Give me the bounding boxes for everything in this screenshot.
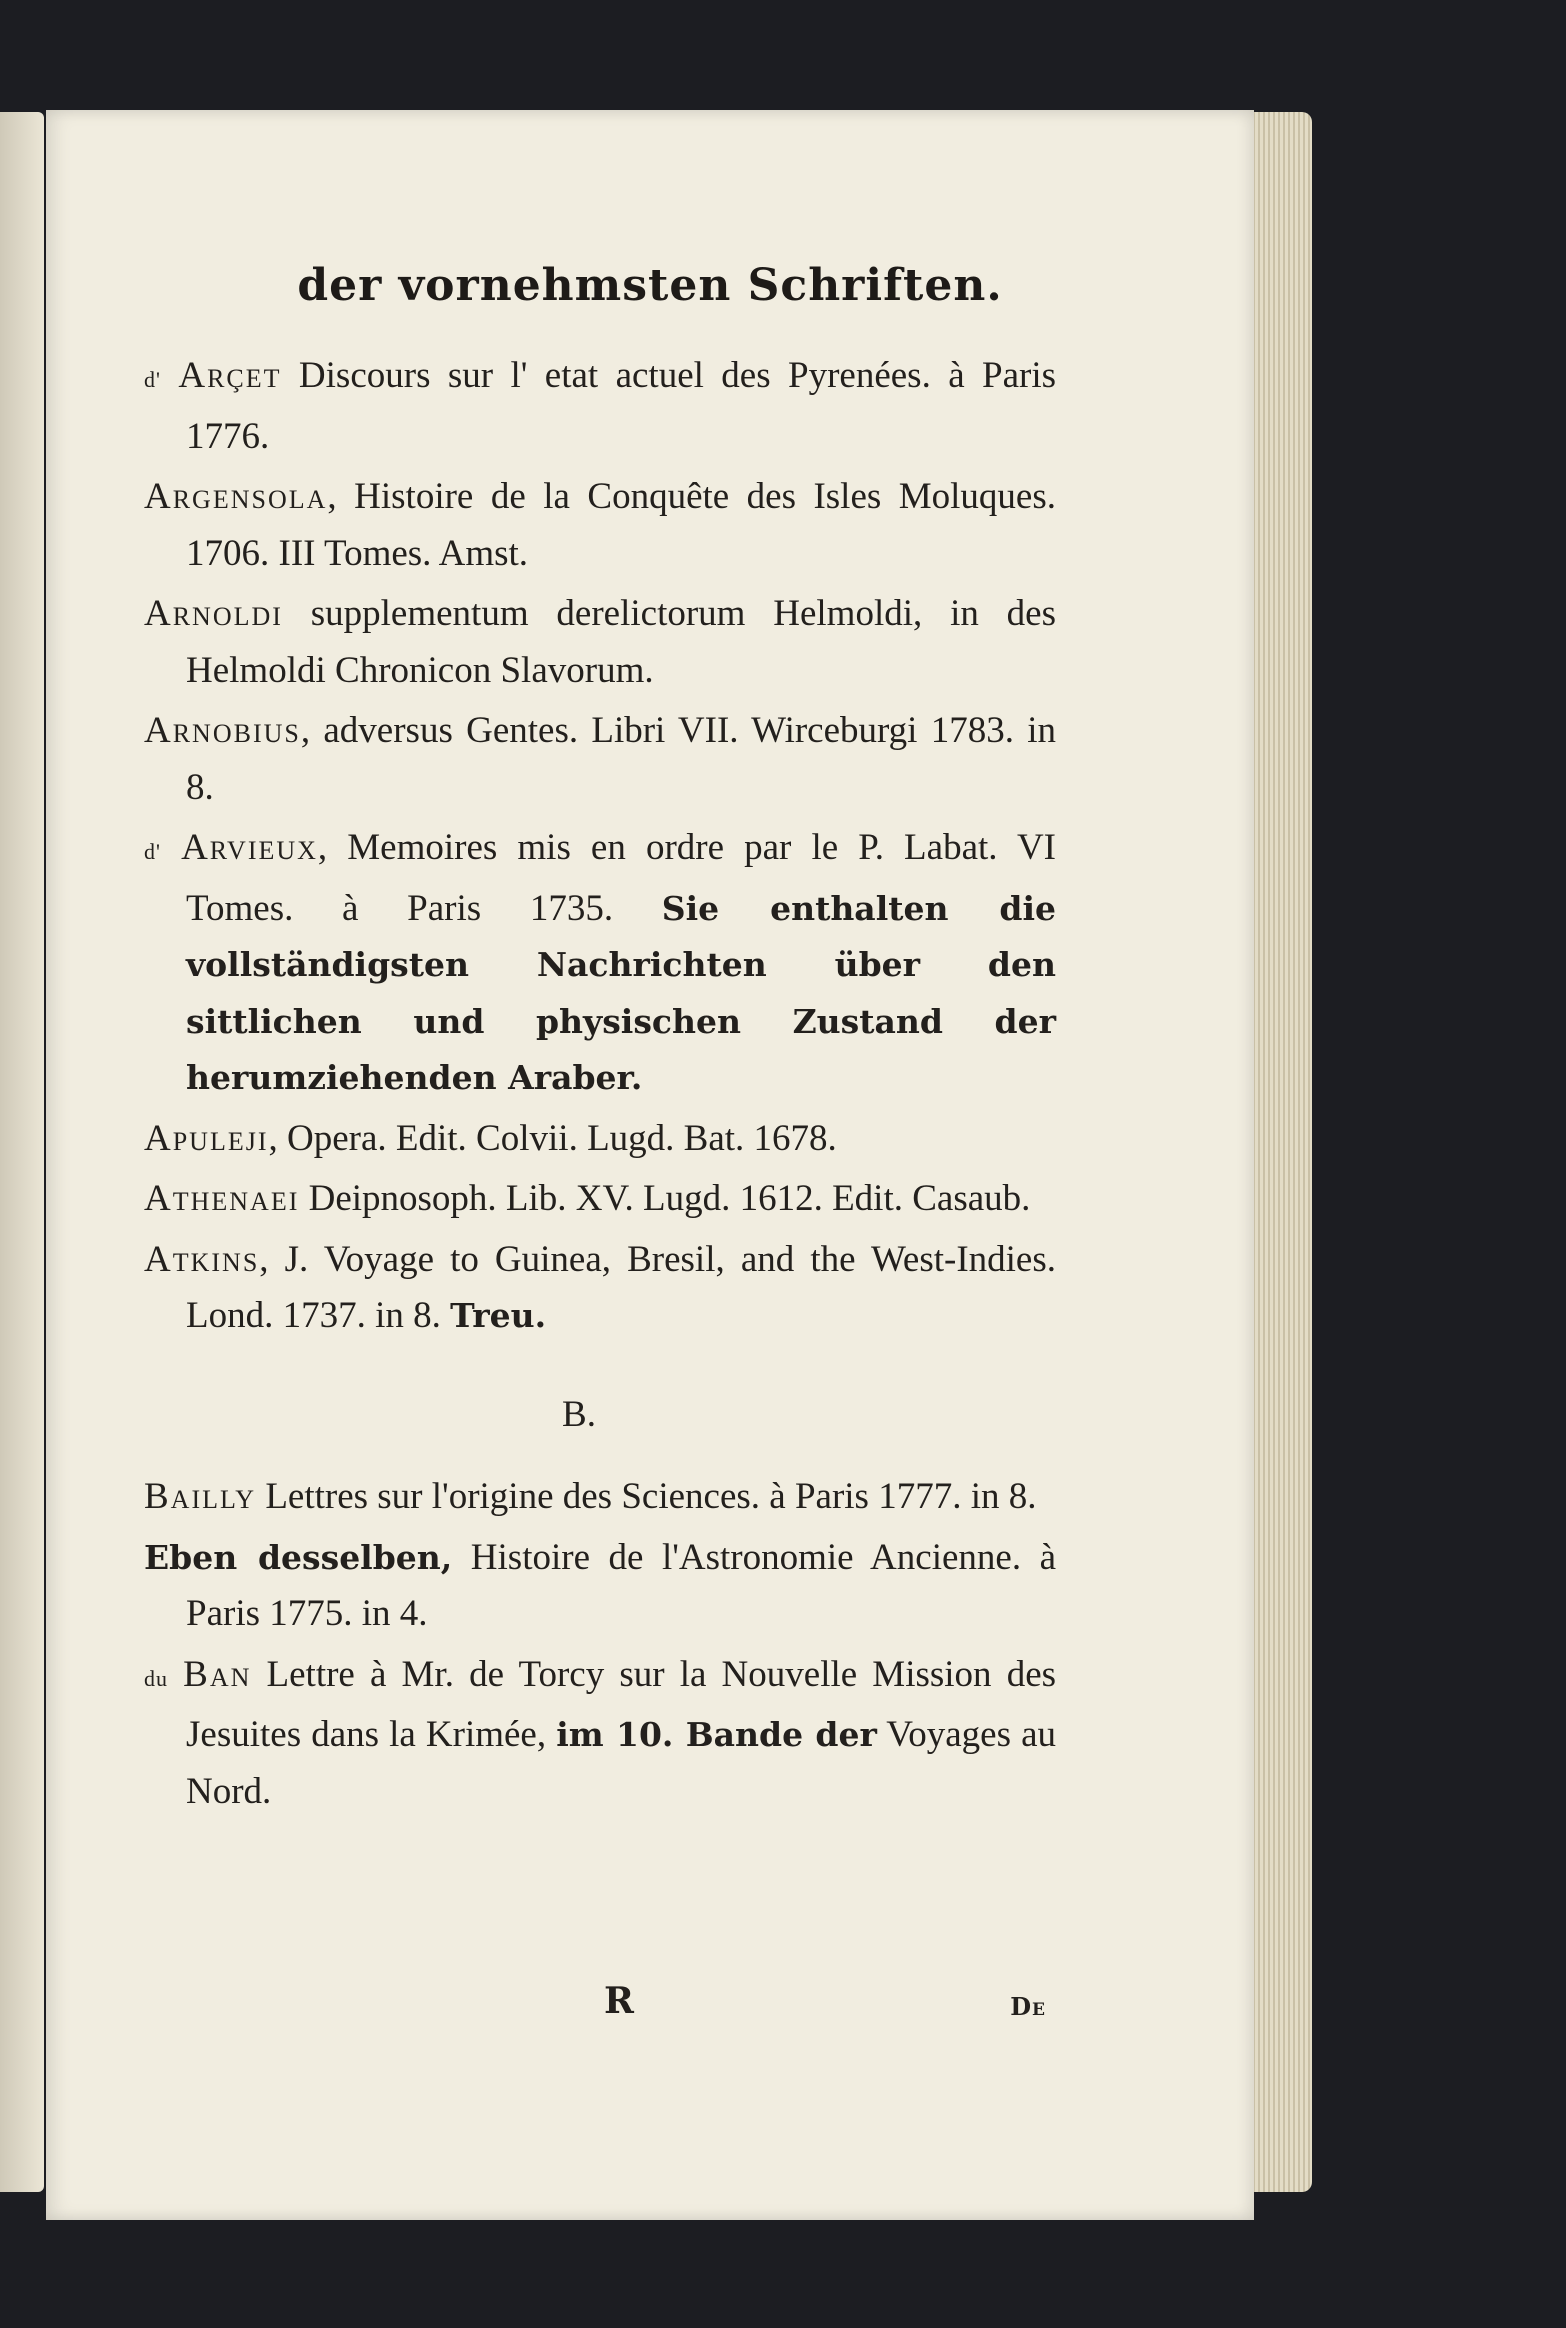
entry-text: Histoire de l'Astronomie Ancienne. à Paris 1775. in 4. (186, 1536, 1057, 1634)
entry-text: Histoire de la Conquête des Isles Moluques. 1706. III Tomes. Amst. (186, 476, 1057, 574)
entry-bailly (144, 1469, 1056, 1526)
entry-german-note: im 10. Bande der (556, 1715, 877, 1754)
entry-author: Atkins (144, 1238, 260, 1280)
entry-author: Apuleji (144, 1117, 269, 1159)
entry-apuleji: Apuleji, Opera. Edit. Colvii. Lugd. Bat. 1678. (144, 1117, 837, 1159)
entry-text: Deipnosoph. Lib. XV. Lugd. 1612. Edit. Casaub. (308, 1178, 1031, 1219)
entry-text: adversus Gentes. Libri VII. Wirceburgi 1783. in 8. (186, 710, 1056, 808)
section-letter-b: B. (562, 1393, 596, 1435)
entry-author: Bailly (144, 1476, 257, 1517)
entry-text: Discours sur l' etat actuel des Pyrenées. à Paris 1776. (186, 355, 1057, 457)
left-page-edge (0, 112, 44, 2192)
entry-arnoldi (144, 586, 1056, 699)
entry-prefix: d' (144, 367, 161, 392)
entry-prefix: d' (144, 839, 161, 864)
entry-text: Lettres sur l'origine des Sciences. à Paris 1777. in 8. (265, 1476, 1037, 1517)
entry-arcet (144, 348, 1056, 465)
entry-text: J. Voyage to Guinea, Bresil, and the West-Indies. Lond. 1737. in 8. (186, 1238, 1057, 1336)
entry-author: Arvieux (181, 827, 318, 868)
page-footer (144, 1980, 1056, 2030)
entry-author: Arçet (178, 355, 282, 396)
signature-mark: R (604, 1980, 634, 2022)
entry-text-cont: Voyages au Nord. (186, 1714, 1057, 1812)
entry-du-ban (144, 1647, 1056, 1821)
entry-text: Memoires mis en ordre par le P. Labat. VI Tomes. à Paris 1735. (186, 827, 1056, 929)
entry-arvieux: d' Arvieux, Memoires mis en ordre par le P. Labat. VI Tomes. à Paris 1735. Sie enthalten die vollständigsten Nachrichten über den sittlichen und physischen Zustand der herumziehenden Araber. (144, 827, 1056, 1097)
catchword: De (1010, 1992, 1046, 2021)
entry-author: Ban (183, 1653, 252, 1695)
book-page (46, 110, 1254, 2220)
entry-argensola: Argensola, Histoire de la Conquête des Isles Moluques. 1706. III Tomes. Amst. (144, 476, 1057, 574)
entry-author: Argensola (144, 476, 328, 517)
entry-atkins: Atkins, J. Voyage to Guinea, Bresil, and the West-Indies. Lond. 1737. in 8. Treu. (144, 1238, 1057, 1336)
entry-text: Lettre à Mr. de Torcy sur la Nouvelle Mission des Jesuites dans la Krimée, (186, 1653, 1057, 1755)
entry-prefix: du (144, 1665, 168, 1691)
entry-arnobius: Arnobius, adversus Gentes. Libri VII. Wirceburgi 1783. in 8. (144, 710, 1056, 808)
page-content (144, 348, 1056, 1824)
entry-eben-desselben (144, 1530, 1056, 1643)
entry-author: Arnobius (144, 710, 301, 751)
entry-text: supplementum derelictorum Helmoldi, in des Helmoldi Chronicon Slavorum. (186, 593, 1056, 691)
entry-text: Opera. Edit. Colvii. Lugd. Bat. 1678. (287, 1117, 837, 1159)
entry-athenaei (144, 1171, 1056, 1228)
entry-german-note: Sie enthalten die vollständigsten Nachrichten über den sittlichen und physischen Zustand der herumziehenden Araber. (186, 888, 1056, 1097)
running-head: der vornehmsten Schriften. (297, 260, 1003, 311)
entry-german-note: Treu. (450, 1296, 547, 1335)
entry-german-lead: Eben desselben, (144, 1537, 453, 1577)
entry-author: Athenaei (144, 1178, 300, 1219)
entry-author: Arnoldi (144, 593, 283, 634)
